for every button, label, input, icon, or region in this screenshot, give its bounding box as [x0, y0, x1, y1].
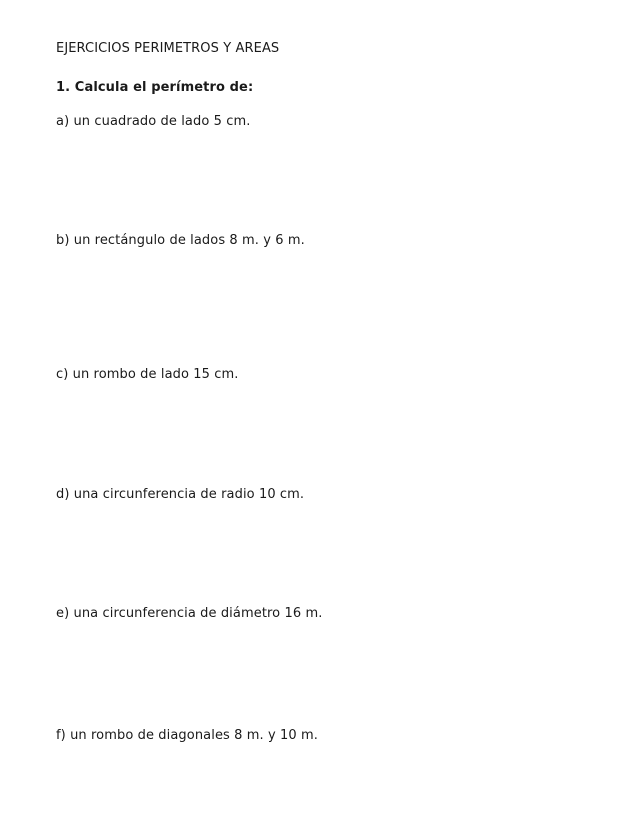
exercise-item-d: d) una circunferencia de radio 10 cm. [56, 487, 305, 502]
exercise-item-c: c) un rombo de lado 15 cm. [56, 367, 239, 382]
exercise-item-b: b) un rectángulo de lados 8 m. y 6 m. [56, 233, 305, 248]
exercise-item-f: f) un rombo de diagonales 8 m. y 10 m. [56, 728, 318, 743]
exercise-item-e: e) una circunferencia de diámetro 16 m. [56, 606, 323, 621]
document-title: EJERCICIOS PERIMETROS Y AREAS [56, 41, 280, 56]
question-heading: 1. Calcula el perímetro de: [56, 80, 254, 95]
exercise-item-a: a) un cuadrado de lado 5 cm. [56, 114, 251, 129]
